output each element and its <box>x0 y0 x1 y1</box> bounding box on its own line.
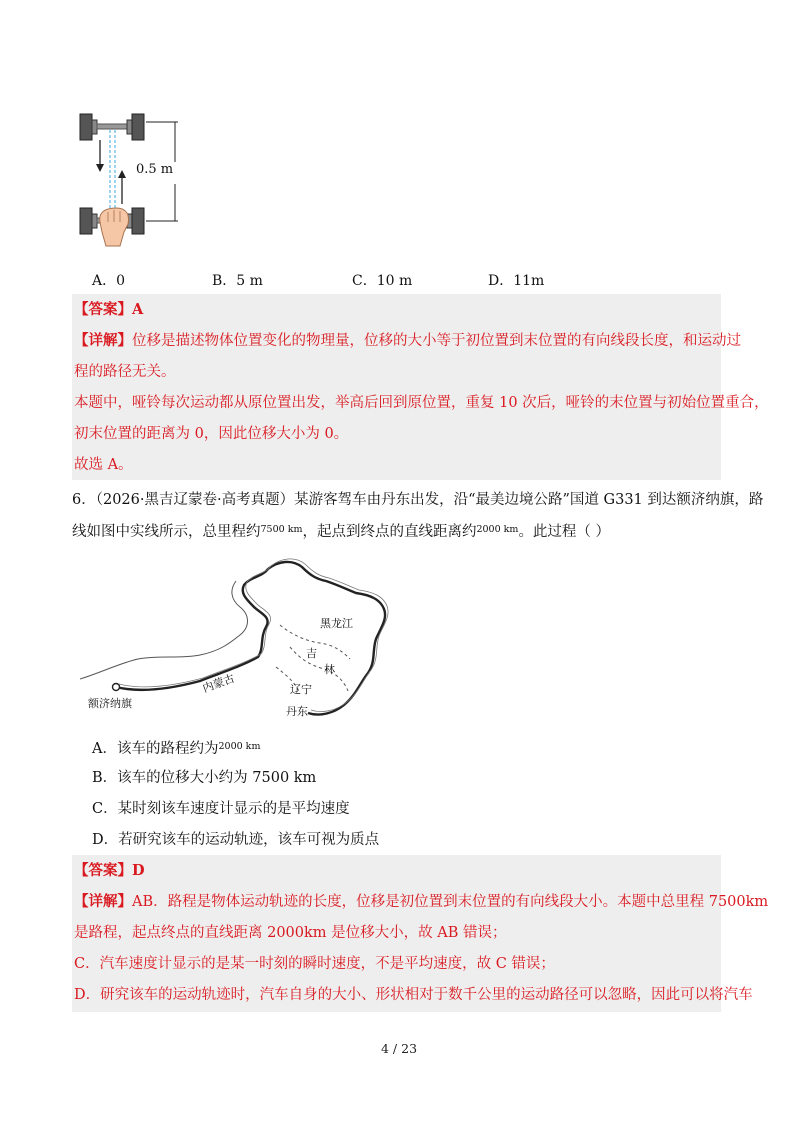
q5-answer-block <box>72 294 769 480</box>
q5-detail-line1: 【详解】位移是描述物体位置变化的物理量，位移的大小等于初位置到末位置的有向线段长度，和运动过 <box>74 332 741 349</box>
q6-stem-line2: 线如图中实线所示，总里程约$^{7500 km}$，起点到终点的直线距离约$^{2000 km}$。此过程（ ） <box>72 524 611 540</box>
q6-option-a: A．该车的路程约为$^{2000 km}$ <box>92 741 261 757</box>
q5-option-b: B．5 m <box>212 273 263 289</box>
q5-option-d: D．11m <box>488 273 545 289</box>
q5-detail-line2: 程的路径无关。 <box>74 364 176 380</box>
q6-detail-line1: 【详解】AB．路程是物体运动轨迹的长度，位移是初位置到末位置的有向线段大小。本题中总里程 7500km <box>74 893 769 910</box>
map-label-dandong: 丹东 <box>286 705 308 718</box>
route-map <box>80 555 392 723</box>
map-label-neimenggu: 内蒙古 <box>200 671 237 696</box>
q6-answer: 【答案】D <box>74 862 145 879</box>
q6-detail-line3: C．汽车速度计显示的是某一时刻的瞬时速度，不是平均速度，故 C 错误； <box>74 956 555 972</box>
q6-option-d: D．若研究该车的运动轨迹，该车可视为质点 <box>92 832 380 848</box>
q6-answer-block <box>72 855 769 1012</box>
q6-option-b: B．该车的位移大小约为 7500 km <box>92 770 317 786</box>
map-label-ji: 吉 <box>306 647 317 660</box>
q6-detail-line4: D．研究该车的运动轨迹时，汽车自身的大小、形状相对于数千公里的运动路径可以忽略，因此可以将汽车 <box>74 987 753 1003</box>
dumbbell-figure <box>72 104 192 252</box>
q6-option-c: C．某时刻该车速度计显示的是平均速度 <box>92 801 350 817</box>
q5-detail-line4: 初末位置的距离为 0，因此位移大小为 0。 <box>74 426 349 442</box>
q5-option-c: C．10 m <box>352 273 413 289</box>
page-number: 4 / 23 <box>381 1041 418 1056</box>
dimension-label: 0.5 m <box>136 162 174 177</box>
map-label-heilongjiang: 黑龙江 <box>320 617 353 630</box>
q6-detail-line2: 是路程，起点终点的直线距离 2000km 是位移大小，故 AB 错误； <box>74 925 507 941</box>
q5-option-a: A．0 <box>92 273 126 289</box>
map-label-liaoning: 辽宁 <box>290 683 312 696</box>
map-label-ejinaqi: 额济纳旗 <box>88 697 132 710</box>
q5-detail-line3: 本题中，哑铃每次运动都从原位置出发，举高后回到原位置，重复 10 次后，哑铃的末位置与初始位置重合， <box>74 395 769 411</box>
q5-answer: 【答案】A <box>74 301 144 318</box>
q5-detail-line5: 故选 A。 <box>74 457 133 473</box>
map-label-lin: 林 <box>324 663 335 676</box>
q6-stem-line1: 6．（2026·黑吉辽蒙卷·高考真题）某游客驾车由丹东出发，沿“最美边境公路”国道 G331 到达额济纳旗，路 <box>72 492 764 508</box>
